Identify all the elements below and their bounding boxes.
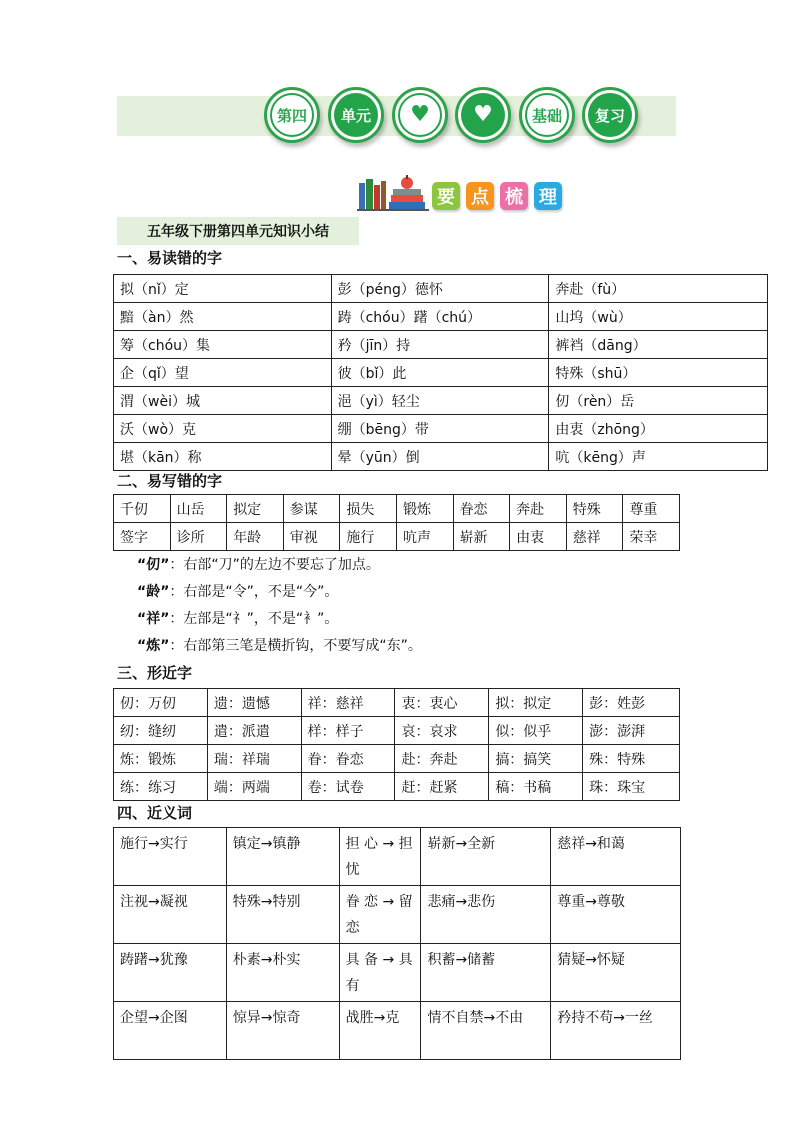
note-term: “龄” [137, 584, 170, 600]
key-point-char: 理 [534, 182, 562, 210]
table-cell: 稿：书稿 [489, 773, 583, 801]
table-cell: 千仞 [114, 495, 171, 523]
table-row [114, 828, 681, 886]
table-cell: 拟：拟定 [489, 689, 583, 717]
section-1-title: 一、易读错的字 [117, 249, 223, 267]
table-cell: 踌躇→犹豫 [114, 944, 227, 1002]
table-row [114, 415, 768, 443]
note-line [137, 635, 422, 655]
table-cell: 眷 恋 → 留恋 [339, 886, 421, 944]
table-cell: 山岳 [170, 495, 227, 523]
table-cell: 澎：澎湃 [583, 717, 680, 745]
table-cell: 镇定→镇静 [226, 828, 339, 886]
table-cell: 奔赴 [510, 495, 567, 523]
table-cell: 炼：锻炼 [114, 745, 208, 773]
banner-circle [264, 87, 320, 143]
table-cell: 黯（àn）然 [114, 303, 332, 331]
table-cell: 浥（yì）轻尘 [331, 387, 549, 415]
summary-title: 五年级下册第四单元知识小结 [117, 217, 359, 245]
table-cell: 彭：姓彭 [583, 689, 680, 717]
table-cell: 吭（kēng）声 [549, 443, 768, 471]
table-cell: 积蓄→储蓄 [421, 944, 551, 1002]
table-cell: 珠：珠宝 [583, 773, 680, 801]
note-text: ：右部是“令”，不是“今”。 [169, 584, 339, 600]
table-cell: 筹（chóu）集 [114, 331, 332, 359]
table-cell: 拟（nǐ）定 [114, 275, 332, 303]
table-cell: 年龄 [227, 523, 284, 551]
table-cell: 衷：衷心 [395, 689, 489, 717]
table-row [114, 773, 680, 801]
note-term: “炼” [137, 638, 170, 654]
table-cell: 拟定 [227, 495, 284, 523]
table-row [114, 443, 768, 471]
note-line [137, 554, 380, 574]
table-cell: 崭新 [453, 523, 510, 551]
table-cell: 赶：赶紧 [395, 773, 489, 801]
table-cell: 诊所 [170, 523, 227, 551]
note-text: ：左部是“礻”，不是“衤”。 [169, 611, 339, 627]
table-row [114, 1002, 681, 1060]
table-row [114, 495, 680, 523]
table-row [114, 359, 768, 387]
table-row [114, 387, 768, 415]
table-cell: 审视 [283, 523, 340, 551]
table-cell: 彼（bǐ）此 [331, 359, 549, 387]
table-cell: 瑞：祥瑞 [207, 745, 301, 773]
banner-heart-circle [392, 87, 448, 143]
table-cell: 祥：慈祥 [301, 689, 395, 717]
banner-circle [328, 87, 384, 143]
note-line [137, 608, 338, 628]
table-cell: 赴：奔赴 [395, 745, 489, 773]
table-cell: 吭声 [396, 523, 453, 551]
table-cell: 矜持不苟→一丝 [551, 1002, 681, 1060]
note-term: “仞” [137, 557, 170, 573]
table-cell: 卷：试卷 [301, 773, 395, 801]
table-cell: 施行 [340, 523, 397, 551]
table-cell: 尊重→尊敬 [551, 886, 681, 944]
banner-circle-text: 基础 [525, 93, 569, 137]
table-cell: 端：两端 [207, 773, 301, 801]
table-cell: 沃（wò）克 [114, 415, 332, 443]
similar-chars-table [113, 688, 680, 801]
table-row [114, 275, 768, 303]
banner-circle-text: 单元 [334, 93, 378, 137]
table-cell: 遣：派遣 [207, 717, 301, 745]
table-row [114, 886, 681, 944]
table-cell: 参谋 [283, 495, 340, 523]
table-cell: 担 心 → 担忧 [339, 828, 421, 886]
table-row [114, 689, 680, 717]
table-cell: 悲痛→悲伤 [421, 886, 551, 944]
note-term: “祥” [137, 611, 170, 627]
table-cell: 绷（bēng）带 [331, 415, 549, 443]
table-cell: 样：样子 [301, 717, 395, 745]
table-cell: 施行→实行 [114, 828, 227, 886]
note-line [137, 581, 338, 601]
table-cell: 崭新→全新 [421, 828, 551, 886]
table-cell: 情不自禁→不由 [421, 1002, 551, 1060]
table-cell: 似：似乎 [489, 717, 583, 745]
banner-circle-text: 复习 [588, 93, 632, 137]
table-cell: 眷：眷恋 [301, 745, 395, 773]
table-cell: 晕（yūn）倒 [331, 443, 549, 471]
table-row [114, 523, 680, 551]
note-text: ：右部第三笔是横折钩，不要写成“东”。 [169, 638, 422, 654]
table-cell: 踌（chóu）躇（chú） [331, 303, 549, 331]
table-cell: 战胜→克 [339, 1002, 421, 1060]
table-cell: 尊重 [623, 495, 680, 523]
table-cell: 慈祥→和蔼 [551, 828, 681, 886]
table-cell: 纫：缝纫 [114, 717, 208, 745]
table-row [114, 331, 768, 359]
section-4-title: 四、近义词 [117, 804, 193, 822]
table-cell: 注视→凝视 [114, 886, 227, 944]
table-cell: 特殊 [566, 495, 623, 523]
table-cell: 损失 [340, 495, 397, 523]
table-cell: 仞：万仞 [114, 689, 208, 717]
table-cell: 由衷（zhōng） [549, 415, 768, 443]
banner-heart-circle [455, 87, 511, 143]
synonyms-table [113, 827, 681, 1060]
books-icon [357, 175, 429, 211]
easy-miswrite-table [113, 494, 680, 551]
banner-circle-text: 第四 [270, 93, 314, 137]
heart-icon: ♥ [473, 102, 493, 127]
banner-circle [519, 87, 575, 143]
table-cell: 堪（kān）称 [114, 443, 332, 471]
table-cell: 哀：哀求 [395, 717, 489, 745]
table-cell: 猜疑→怀疑 [551, 944, 681, 1002]
table-cell: 具 备 → 具有 [339, 944, 421, 1002]
table-cell: 由衷 [510, 523, 567, 551]
table-cell: 锻炼 [396, 495, 453, 523]
note-text: ：右部“刀”的左边不要忘了加点。 [169, 557, 380, 573]
key-point-char: 点 [466, 182, 494, 210]
heart-icon: ♥ [410, 102, 430, 127]
table-cell: 仞（rèn）岳 [549, 387, 768, 415]
table-cell: 眷恋 [453, 495, 510, 523]
table-cell: 特殊→特别 [226, 886, 339, 944]
table-cell: 渭（wèi）城 [114, 387, 332, 415]
table-cell: 裤裆（dāng） [549, 331, 768, 359]
section-2-title: 二、易写错的字 [117, 472, 223, 490]
table-row [114, 944, 681, 1002]
table-cell: 企（qǐ）望 [114, 359, 332, 387]
table-cell: 遗：遗憾 [207, 689, 301, 717]
table-cell: 荣幸 [623, 523, 680, 551]
section-3-title: 三、形近字 [117, 664, 193, 682]
table-cell: 练：练习 [114, 773, 208, 801]
table-cell: 惊异→惊奇 [226, 1002, 339, 1060]
table-cell: 矜（jīn）持 [331, 331, 549, 359]
table-cell: 慈祥 [566, 523, 623, 551]
table-row [114, 745, 680, 773]
table-cell: 山坞（wù） [549, 303, 768, 331]
table-row [114, 717, 680, 745]
key-point-char: 要 [432, 182, 460, 210]
table-cell: 企望→企图 [114, 1002, 227, 1060]
easy-misread-table [113, 274, 768, 471]
table-cell: 彭（péng）德怀 [331, 275, 549, 303]
banner-circle [582, 87, 638, 143]
table-cell: 签字 [114, 523, 171, 551]
table-row [114, 303, 768, 331]
key-point-char: 梳 [500, 182, 528, 210]
table-cell: 殊：特殊 [583, 745, 680, 773]
table-cell: 特殊（shū） [549, 359, 768, 387]
table-cell: 搞：搞笑 [489, 745, 583, 773]
table-cell: 朴素→朴实 [226, 944, 339, 1002]
table-cell: 奔赴（fù） [549, 275, 768, 303]
